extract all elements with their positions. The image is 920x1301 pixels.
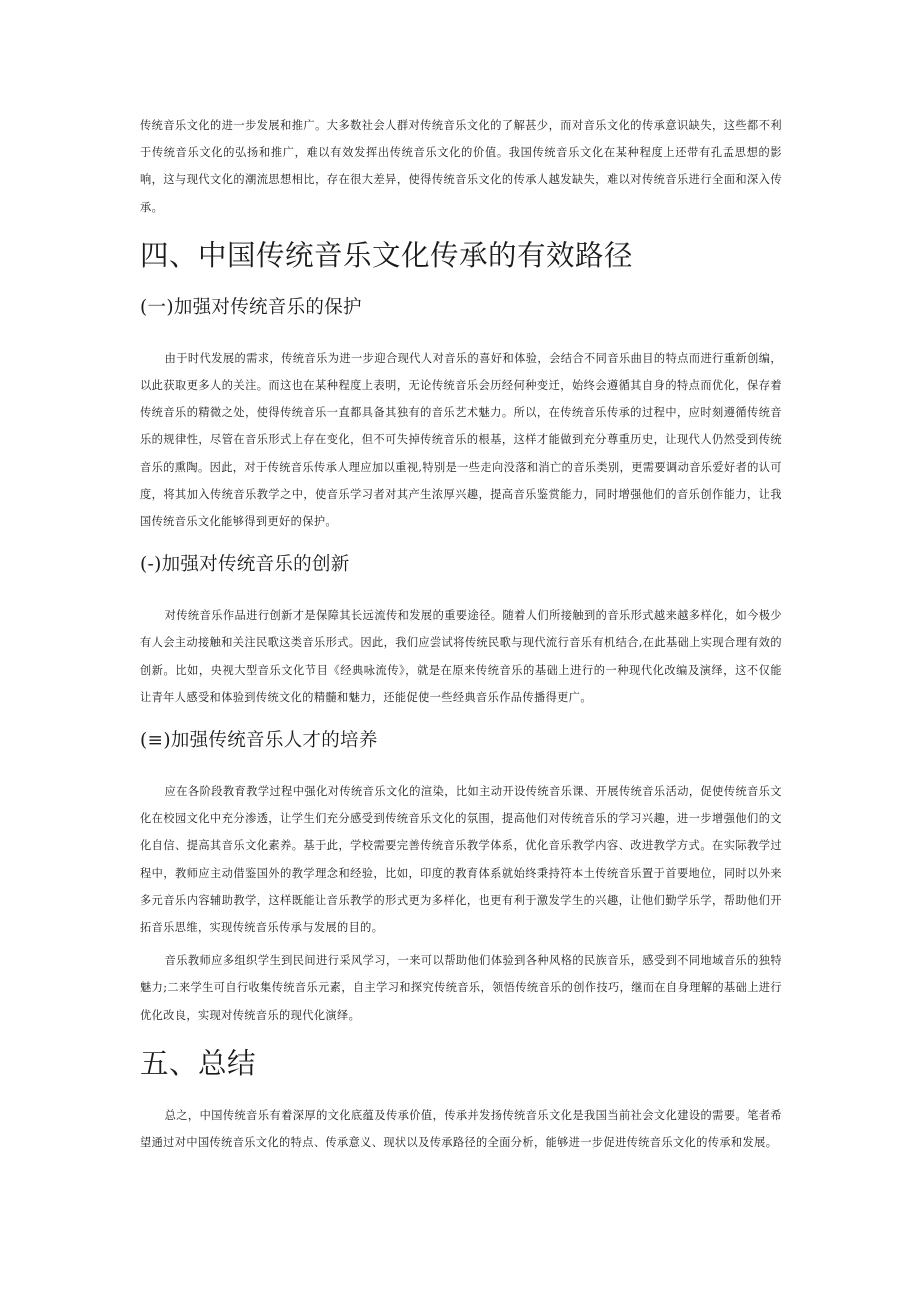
section-4-heading: 四、中国传统音乐文化传承的有效路径	[140, 238, 634, 272]
subsection-2-paragraph: 对传统音乐作品进行创新才是保障其长远流传和发展的重要途径。随着人们所接触到的音乐形式越来越多样化，如今极少有人会主动接触和关注民歌这类音乐形式。因此，我们应尝试将传统民歌与现代流行音乐有机结合,在此基础上实现合理有效的创新。比如，央视大型音乐文化节目《经典咏流传》，就是在原来传统音乐的基础上进行的一种现代化改编及演绎，这不仅能让青年人感受和体验到传统文化的精髓和魅力，还能促使一些经典音乐作品传播得更广。	[140, 609, 782, 704]
subsection-1-paragraph: 由于时代发展的需求，传统音乐为进一步迎合现代人对音乐的喜好和体验，会结合不同音乐曲目的特点而进行重新创编，以此获取更多人的关注。而这也在某种程度上表明，无论传统音乐会历经何种变迁，始终会遵循其自身的特点而优化，保存着传统音乐的精微之处，使得传统音乐一直都具备其独有的音乐艺术魅力。所以，在传统音乐传承的过程中，应时刻遵循传统音乐的规律性，尽管在音乐形式上存在变化，但不可失掉传统音乐的根基，这样才能做到充分尊重历史，让现代人仍然受到传统音乐的熏陶。因此，对于传统音乐传承人理应加以重视,特别是一些走向没落和消亡的音乐类别，更需要调动音乐爱好者的认可度，将其加入传统音乐教学之中，使音乐学习者对其产生浓厚兴趣，提高音乐鉴赏能力，同时增强他们的音乐创作能力，让我国传统音乐文化能够得到更好的保护。	[140, 351, 782, 529]
subsection-3-paragraph-2: 音乐教师应多组织学生到民间进行采风学习，一来可以帮助他们体验到各种风格的民族音乐，感受到不同地域音乐的独特魅力;二来学生可自行收集传统音乐元素，自主学习和探究传统音乐，领悟传统音乐的创作技巧，继而在自身理解的基础上进行优化改良，实现对传统音乐的现代化演绎。	[140, 954, 782, 1022]
section-5-heading: 五、总结	[140, 1046, 257, 1080]
subsection-3-paragraph-1: 应在各阶段教育教学过程中强化对传统音乐文化的渲染，比如主动开设传统音乐课、开展传统音乐活动，促使传统音乐文化在校园文化中充分渗透，让学生们充分感受到传统音乐文化的氛围，提高他们对传统音乐的学习兴趣，进一步增强他们的文化自信、提高其音乐文化素养。基于此，学校需要完善传统音乐教学体系，优化音乐教学内容、改进教学方式。在实际教学过程中，教师应主动借鉴国外的教学理念和经验，比如，印度的教育体系就始终秉持符本土传统音乐置于首要地位，同时以外来多元音乐内容辅助教学，这样既能让音乐教学的形式更为多样化，也更有利于激发学生的兴趣，让他们勤学乐学，帮助他们开拓音乐思维，实现传统音乐传承与发展的目的。	[140, 785, 782, 935]
conclusion-paragraph: 总之，中国传统音乐有着深厚的文化底蕴及传承价值，传承并发扬传统音乐文化是我国当前社会文化建设的需要。笔者希望通过对中国传统音乐文化的特点、传承意义、现状以及传承路径的全面分析，能够进一步促进传统音乐文化的传承和发展。	[140, 1108, 782, 1150]
subsection-3-heading: (≡)加强传统音乐人才的培养	[140, 730, 378, 752]
subsection-1-heading: (一)加强对传统音乐的保护	[140, 296, 362, 318]
subsection-2-heading: (-)加强对传统音乐的创新	[140, 554, 350, 576]
intro-paragraph: 传统音乐文化的进一步发展和推广。大多数社会人群对传统音乐文化的了解甚少，而对音乐文化的传承意识缺失，这些都不利于传统音乐文化的弘扬和推广，难以有效发挥出传统音乐文化的价值。我国传统音乐文化在某种程度上还带有孔孟思想的影响，这与现代文化的潮流思想相比，存在很大差异，使得传统音乐文化的传承人越发缺失，难以对传统音乐进行全面和深入传承。	[140, 119, 782, 214]
document-page	[140, 112, 782, 1156]
